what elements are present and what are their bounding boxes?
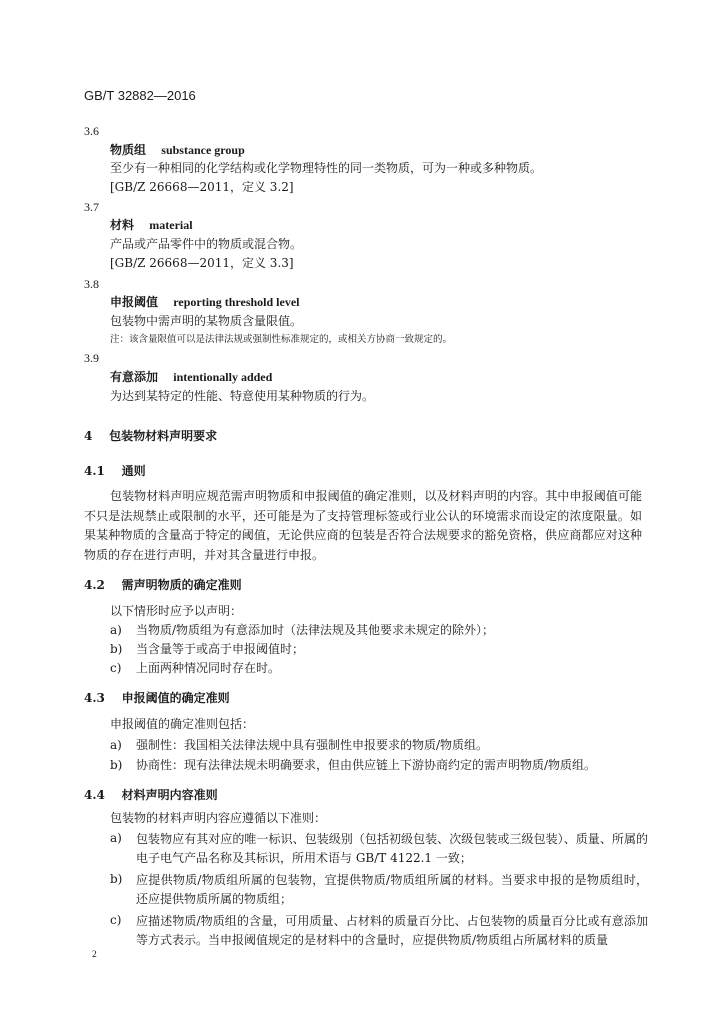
term-heading [110, 217, 193, 233]
list-item: 应提供物质/物质组所属的包装物，宜提供物质/物质组所属的材料。当要求申报的是物质组时，还应提供物质所属的物质组； [136, 873, 648, 906]
term-en: material [149, 218, 193, 232]
term-heading [110, 294, 300, 310]
list-item: 当含量等于或高于申报阈值时； [136, 642, 305, 656]
term-heading [110, 369, 272, 385]
subsection-title: 需声明物质的确定准则 [121, 578, 242, 592]
subsection-heading [84, 690, 230, 706]
subsection-heading [84, 463, 146, 479]
term-definition: 至少有一种相同的化学结构或化学物理特性的同一类物质，可为一种或多种物质。 [110, 161, 543, 175]
list-marker: a) [110, 738, 122, 752]
list-intro: 以下情形时应予以声明： [110, 604, 243, 618]
page-number: 2 [92, 950, 97, 960]
list-item: 包装物应有其对应的唯一标识、包装级别（包括初级包装、次级包装或三级包装）、质量、所属的电子电气产品名称及其标识，所用术语与 GB/T 4122.1 一致； [136, 832, 648, 865]
term-number: 3.7 [84, 200, 99, 214]
subsection-title: 通则 [121, 464, 146, 478]
subsection-number: 4.2 [84, 578, 105, 592]
section-number: 4 [84, 429, 93, 443]
list-item: 协商性：现有法律法规未明确要求，但由供应链上下游协商约定的需声明物质/物质组。 [136, 758, 597, 772]
subsection-heading [84, 577, 242, 593]
list-item: 上面两种情况同时存在时。 [136, 661, 281, 675]
subsection-title: 材料声明内容准则 [121, 788, 218, 802]
term-note: 注：该含量限值可以是法律法规或强制性标准规定的，或相关方协商一致规定的。 [110, 334, 453, 345]
subsection-number: 4.1 [84, 464, 105, 478]
term-heading [110, 142, 245, 158]
section-title: 包装物材料声明要求 [109, 429, 218, 443]
list-item: 强制性：我国相关法律法规中具有强制性申报要求的物质/物质组。 [136, 738, 489, 752]
term-number: 3.9 [84, 351, 99, 365]
term-en: intentionally added [173, 370, 273, 384]
term-definition: 包装物中需声明的某物质含量限值。 [110, 314, 303, 328]
section-heading [84, 428, 217, 444]
list-item: 应描述物质/物质组的含量，可用质量、占材料的质量百分比、占包装物的质量百分比或有意添加等方式表示。当申报阈值规定的是材料中的含量时，应提供物质/物质组占所属材料的质量 [136, 914, 648, 947]
subsection-heading [84, 787, 218, 803]
list-item: 当物质/物质组为有意添加时（法律法规及其他要求未规定的除外）； [136, 623, 495, 637]
term-cn: 材料 [110, 218, 135, 232]
term-source: [GB/Z 26668—2011，定义 3.3] [110, 256, 294, 270]
term-cn: 有意添加 [110, 370, 159, 384]
term-cn: 申报阈值 [110, 295, 159, 309]
standard-code: GB/T 32882—2016 [84, 88, 196, 103]
list-marker: c) [110, 913, 122, 927]
list-marker: b) [110, 758, 123, 772]
term-definition: 产品或产品零件中的物质或混合物。 [110, 237, 303, 251]
subsection-title: 申报阈值的确定准则 [121, 691, 230, 705]
list-intro: 申报阈值的确定准则包括： [110, 717, 255, 731]
list-marker: b) [110, 642, 123, 656]
term-cn: 物质组 [110, 143, 147, 157]
paragraph: 包装物材料声明应规范需声明物质和申报阈值的确定准则，以及材料声明的内容。其中申报阈值可能不只是法规禁止或限制的水平，还可能是为了支持管理标签或行业公认的环境需求而设定的浓度限量。如果某种物质的含量高于特定的阈值，无论供应商的包装是否符合法规要求的豁免资格，供应商都应对这种物质的存在进行声明，并对其含量进行申报。 [84, 489, 642, 562]
list-marker: c) [110, 661, 122, 675]
list-intro: 包装物的材料声明内容应遵循以下准则： [110, 811, 327, 825]
term-source: [GB/Z 26668—2011，定义 3.2] [110, 180, 294, 194]
list-marker: b) [110, 872, 123, 886]
list-marker: a) [110, 623, 122, 637]
term-en: reporting threshold level [173, 295, 300, 309]
term-en: substance group [161, 143, 245, 157]
list-marker: a) [110, 831, 122, 845]
term-definition: 为达到某特定的性能、特意使用某种物质的行为。 [110, 389, 375, 403]
subsection-number: 4.3 [84, 691, 105, 705]
subsection-number: 4.4 [84, 788, 105, 802]
term-number: 3.6 [84, 124, 99, 138]
term-number: 3.8 [84, 277, 99, 291]
